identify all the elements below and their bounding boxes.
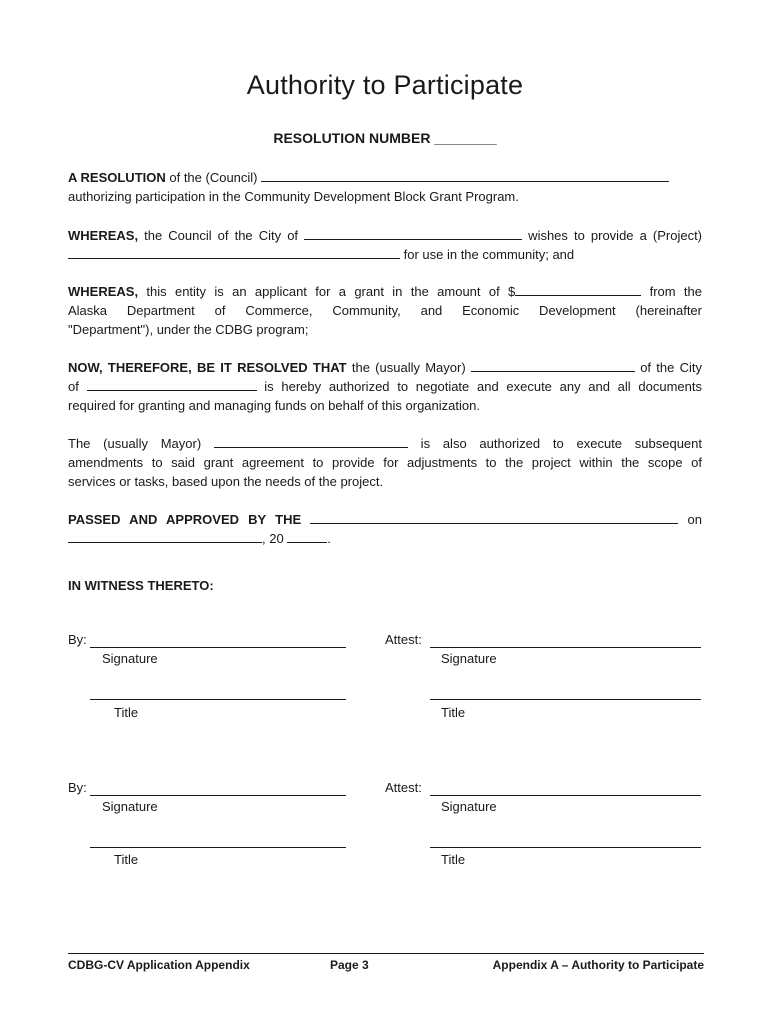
footer-right: Appendix A – Authority to Participate (492, 958, 704, 972)
whereas-paragraph-2 (68, 282, 702, 339)
resolution-lead: A RESOLUTION (68, 170, 166, 185)
passed-on-text: on (678, 512, 702, 527)
signature-label: Signature (102, 799, 158, 814)
whereas-amount-text: this entity is an applicant for a grant in the amount of $ (138, 284, 516, 299)
attest-signature-label: Signature (441, 651, 497, 666)
project-blank (68, 245, 400, 259)
attest-title-line (430, 847, 701, 848)
title-line (90, 699, 346, 700)
attest-title-label: Title (441, 705, 466, 720)
whereas-line-2: Alaska Department of Commerce, Community, and Economic Development (hereinafter (68, 303, 702, 318)
footer-left: CDBG-CV Application Appendix (68, 958, 250, 972)
passed-lead: PASSED AND APPROVED BY THE (68, 512, 302, 527)
date-blank (68, 529, 262, 543)
amount-blank (515, 282, 641, 296)
by-label: By: (68, 632, 87, 647)
council-blank (261, 168, 669, 182)
witness-heading: IN WITNESS THERETO: (68, 578, 214, 593)
year-blank (287, 529, 327, 543)
city-blank (304, 226, 522, 240)
signature-line (90, 795, 346, 796)
whereas-text-3: for use in the community; and (400, 247, 575, 262)
page-title: Authority to Participate (246, 70, 524, 100)
city-of-blank (87, 377, 257, 391)
title-line (90, 847, 346, 848)
whereas-text-2: wishes to provide a (Project) (522, 228, 703, 243)
resolution-line-2: authorizing participation in the Community Development Block Grant Program. (68, 189, 519, 204)
year-suffix: . (327, 531, 331, 546)
footer-page-number: Page 3 (330, 958, 369, 972)
resolution-text: of the (Council) (165, 170, 262, 185)
resolved-text-3: of (68, 379, 87, 394)
passed-by-blank (310, 510, 678, 524)
passed-paragraph (68, 510, 702, 548)
resolved-paragraph (68, 358, 702, 415)
signature-line (90, 647, 346, 648)
whereas-lead-1: WHEREAS, (68, 228, 139, 243)
attest-title-line (430, 699, 701, 700)
title-label: Title (114, 852, 139, 867)
year-prefix: , 20 (262, 531, 288, 546)
resolution-number: RESOLUTION NUMBER ________ (273, 130, 497, 146)
resolved-text-4: is hereby authorized to negotiate and execute any and all documents (256, 379, 702, 394)
resolved-line-3: required for granting and managing funds on behalf of this organization. (68, 398, 480, 413)
whereas-paragraph-1 (68, 226, 702, 264)
attest-signature-label: Signature (441, 799, 497, 814)
whereas-line-3: "Department"), under the CDBG program; (68, 322, 309, 337)
by-label: By: (68, 780, 87, 795)
attest-signature-line (430, 795, 701, 796)
amendments-line-2: amendments to said grant agreement to provide for adjustments to the project within the scope of (68, 455, 702, 470)
resolved-text-2: of the City (634, 360, 703, 375)
amendments-text-2: is also authorized to execute subsequent (407, 436, 702, 451)
mayor-blank (471, 358, 635, 372)
resolved-lead: NOW, THEREFORE, BE IT RESOLVED THAT (68, 360, 347, 375)
attest-title-label: Title (441, 852, 466, 867)
resolved-text-1: the (usually Mayor) (346, 360, 471, 375)
amendments-line-3: services or tasks, based upon the needs of the project. (68, 474, 384, 489)
title-label: Title (114, 705, 139, 720)
attest-label: Attest: (385, 780, 422, 795)
whereas-from-text: from the (641, 284, 703, 299)
amendments-paragraph (68, 434, 702, 491)
signature-label: Signature (102, 651, 158, 666)
footer-rule (68, 953, 704, 954)
amendments-text-1: The (usually Mayor) (68, 436, 214, 451)
attest-signature-line (430, 647, 701, 648)
whereas-lead-2: WHEREAS, (68, 284, 139, 299)
resolution-paragraph (68, 168, 702, 206)
attest-label: Attest: (385, 632, 422, 647)
whereas-text-1: the Council of the City of (138, 228, 305, 243)
mayor-blank-2 (214, 434, 408, 448)
